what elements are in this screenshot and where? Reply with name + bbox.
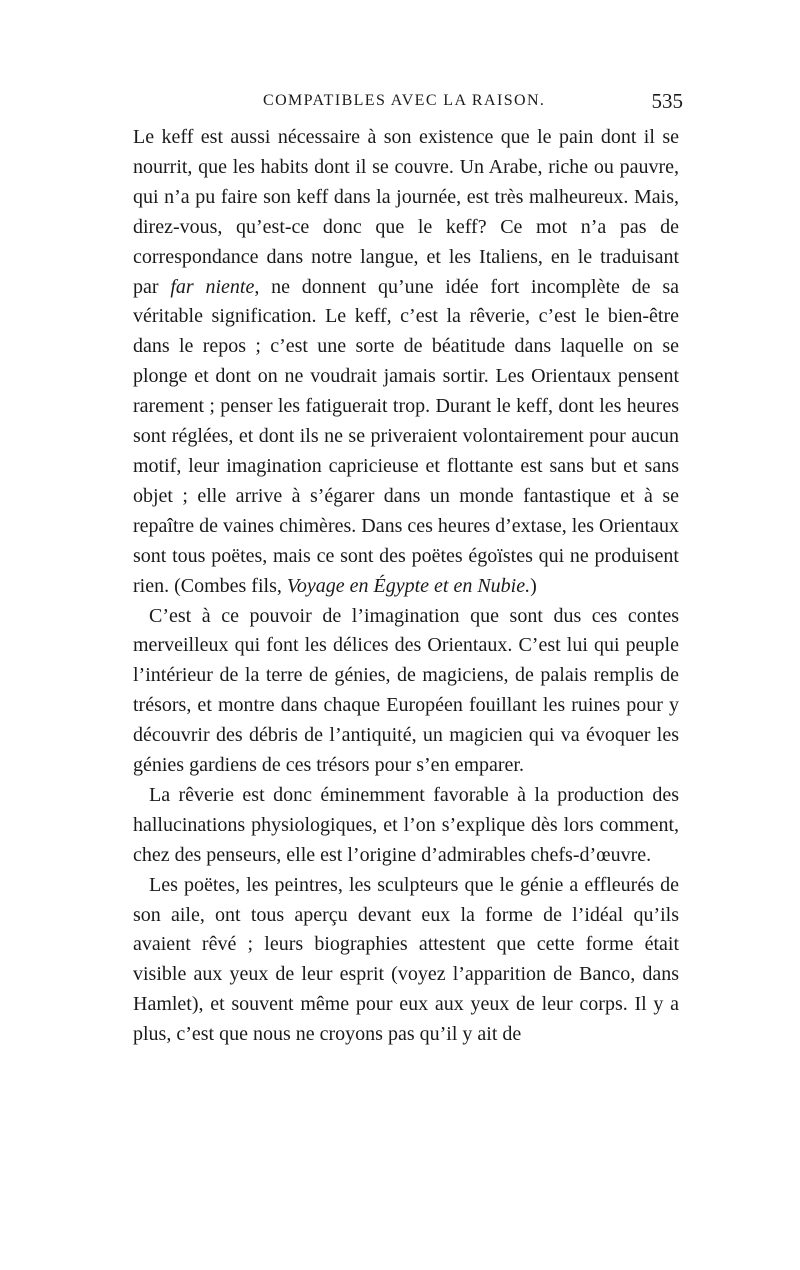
paragraph-1 (133, 123, 679, 602)
italic-far-niente: far niente (170, 275, 255, 298)
paragraph-1-text-a: Le keff est aussi nécessaire à son existence que le pain dont il se nourrit, que les habits dont il se couvre. Un Arabe, riche ou pauvre, qui n’a pu faire son keff dans la journée, est très malheureux. Mais, direz-vous, qu’est-ce donc que le keff? Ce mot n’a pas de correspondance dans notre langue, et les Italiens, en le traduisant par (133, 126, 679, 298)
paragraph-1-text-c: ) (530, 574, 537, 597)
paragraph-1-text-b: , ne donnent qu’une idée fort incomplète de sa véritable signification. Le keff, c’est la rêverie, c’est le bien-être dans le repos ; c’est une sorte de béatitude dans laquelle on se plonge et dont on ne voudrait jamais sortir. Les Orientaux pensent rarement ; penser les fatiguerait trop. Durant le keff, dont les heures sont réglées, et dont ils ne se priveraient volontairement pour aucun motif, leur imagination capricieuse et flottante est sans but et sans objet ; elle arrive à s’égarer dans un monde fantastique et à se repaître de vaines chimères. Dans ces heures d’extase, les Orientaux sont tous poëtes, mais ce sont des poëtes égoïstes qui ne produisent rien. (Combes fils, (133, 275, 679, 597)
running-title: COMPATIBLES AVEC LA RAISON. (263, 92, 546, 109)
body-text (133, 123, 679, 1050)
page-number: 535 (651, 89, 683, 113)
paragraph-3: La rêverie est donc éminemment favorable à la production des hallucinations physiologiques, et l’on s’explique dès lors comment, chez des penseurs, elle est l’origine d’admirables chefs-d’œuvre. (133, 783, 679, 866)
paragraph-4: Les poëtes, les peintres, les sculpteurs que le génie a effleurés de son aile, ont tous aperçu devant eux la forme de l’idéal qu’ils avaient rêvé ; leurs biographies attestent que cette forme était visible aux yeux de leur esprit (voyez l’apparition de Banco, dans Hamlet), et souvent même pour eux aux yeux de leur corps. Il y a plus, c’est que nous ne croyons pas qu’il y ait de (133, 873, 679, 1046)
paragraph-2: C’est à ce pouvoir de l’imagination que sont dus ces contes merveilleux qui font les délices des Orientaux. C’est lui qui peuple l’intérieur de la terre de génies, de magiciens, de palais remplis de trésors, et montre dans chaque Européen fouillant les ruines pour y découvrir des débris de l’antiquité, un magicien qui va évoquer les génies gardiens de ces trésors pour s’en emparer. (133, 604, 679, 777)
italic-book-title: Voyage en Égypte et en Nubie. (286, 574, 531, 597)
running-head (133, 89, 683, 118)
